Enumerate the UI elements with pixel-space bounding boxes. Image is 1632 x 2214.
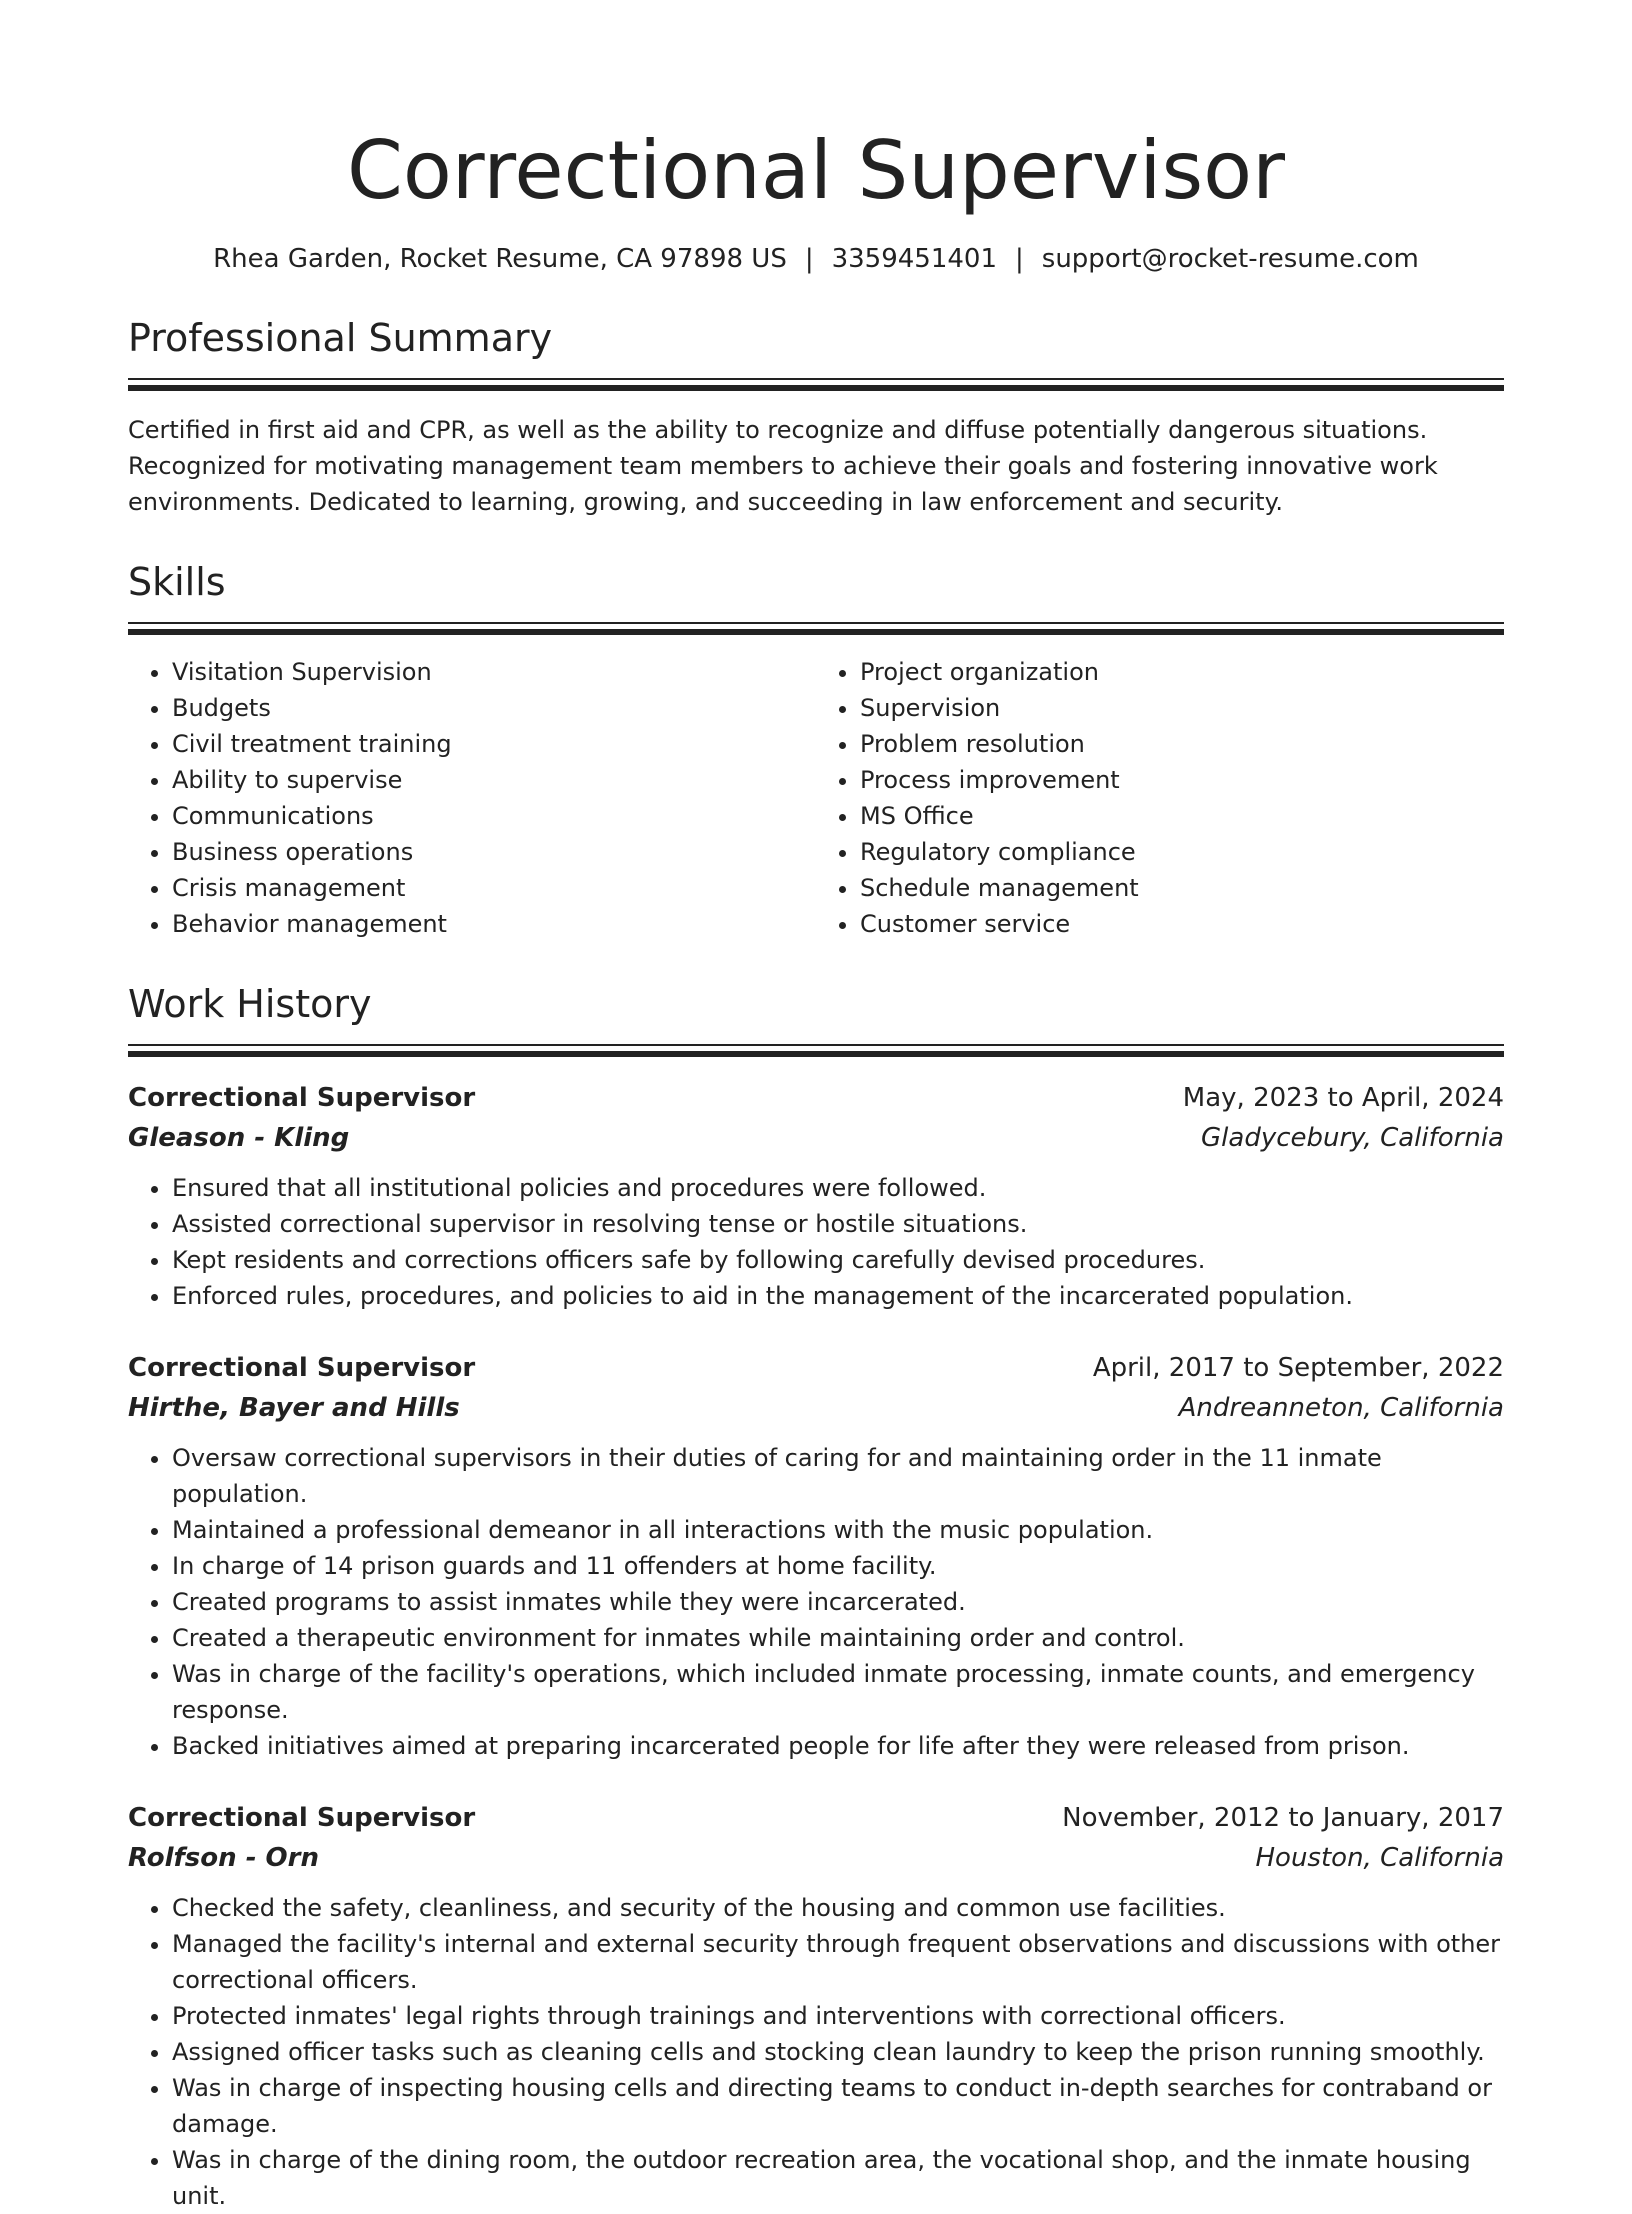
section-heading-skills: Skills (128, 560, 226, 604)
job-bullets (128, 1440, 1504, 1764)
job-bullet: • Created a therapeutic environment for inmates while maintaining order and control. (172, 1620, 1504, 1656)
skill-item: • Budgets (172, 690, 816, 726)
job-entry (128, 1078, 1504, 1314)
skill-item: • MS Office (860, 798, 1504, 834)
job-location: Andreanneton, California (1178, 1393, 1504, 1423)
skills-list-left (128, 654, 816, 942)
skills-list-right (816, 654, 1504, 942)
contact-phone: 3359451401 (831, 244, 998, 274)
contact-line (128, 242, 1504, 276)
job-location: Houston, California (1255, 1843, 1504, 1873)
section-divider (128, 1044, 1504, 1058)
skill-item: • Schedule management (860, 870, 1504, 906)
job-dates: April, 2017 to September, 2022 (1092, 1353, 1504, 1383)
job-bullet: • Was in charge of inspecting housing cells and directing teams to conduct in-depth searches for contraband or damage. (172, 2070, 1504, 2142)
skill-item: • Communications (172, 798, 816, 834)
job-bullet: • Backed initiatives aimed at preparing incarcerated people for life after they were released from prison. (172, 1728, 1504, 1764)
job-title: Correctional Supervisor (128, 1353, 476, 1383)
skill-item: • Crisis management (172, 870, 816, 906)
skill-item: • Supervision (860, 690, 1504, 726)
job-title: Correctional Supervisor (128, 1083, 476, 1113)
contact-separator: | (804, 244, 814, 274)
resume-title: Correctional Supervisor (346, 124, 1285, 217)
skill-item: • Process improvement (860, 762, 1504, 798)
job-company: Gleason - Kling (128, 1123, 350, 1153)
skills-columns (128, 654, 1504, 942)
section-heading-summary: Professional Summary (128, 316, 553, 360)
skill-item: • Problem resolution (860, 726, 1504, 762)
summary-text: Certified in first aid and CPR, as well as the ability to recognize and diffuse potentially dangerous situations. Recognized for motivating management team members to achieve their goals and fostering innovative work environments. Dedicated to learning, growing, and succeeding in law enforcement and security. (128, 416, 1438, 516)
skill-item: • Project organization (860, 654, 1504, 690)
job-bullet: • Kept residents and corrections officers safe by following carefully devised procedures. (172, 1242, 1504, 1278)
job-bullet: • Was in charge of the dining room, the outdoor recreation area, the vocational shop, and the inmate housing unit. (172, 2142, 1504, 2214)
job-company: Rolfson - Orn (128, 1843, 319, 1873)
summary-section (128, 314, 1504, 392)
skill-item: • Behavior management (172, 906, 816, 942)
job-title: Correctional Supervisor (128, 1803, 476, 1833)
job-dates: May, 2023 to April, 2024 (1182, 1083, 1504, 1113)
skill-item: • Visitation Supervision (172, 654, 816, 690)
job-bullet: • In charge of 14 prison guards and 11 offenders at home facility. (172, 1548, 1504, 1584)
job-bullet: • Protected inmates' legal rights through trainings and interventions with correctional officers. (172, 1998, 1504, 2034)
job-entry (128, 1798, 1504, 2214)
job-bullet: • Maintained a professional demeanor in all interactions with the music population. (172, 1512, 1504, 1548)
job-bullet: • Oversaw correctional supervisors in their duties of caring for and maintaining order in the 11 inmate population. (172, 1440, 1504, 1512)
job-bullet: • Assisted correctional supervisor in resolving tense or hostile situations. (172, 1206, 1504, 1242)
job-bullets (128, 1170, 1504, 1314)
skill-item: • Customer service (860, 906, 1504, 942)
skill-item: • Business operations (172, 834, 816, 870)
job-bullets (128, 1890, 1504, 2214)
job-bullet: • Enforced rules, procedures, and policies to aid in the management of the incarcerated population. (172, 1278, 1504, 1314)
contact-email: support@rocket-resume.com (1041, 244, 1419, 274)
skill-item: • Ability to supervise (172, 762, 816, 798)
job-company: Hirthe, Bayer and Hills (128, 1393, 460, 1423)
skill-item: • Regulatory compliance (860, 834, 1504, 870)
section-heading-work-history: Work History (128, 982, 372, 1026)
job-bullet: • Checked the safety, cleanliness, and security of the housing and common use facilities. (172, 1890, 1504, 1926)
job-location: Gladycebury, California (1201, 1123, 1504, 1153)
job-bullet: • Was in charge of the facility's operations, which included inmate processing, inmate counts, and emergency response. (172, 1656, 1504, 1728)
skills-section (128, 558, 1504, 636)
section-divider (128, 622, 1504, 636)
job-bullet: • Assigned officer tasks such as cleaning cells and stocking clean laundry to keep the prison running smoothly. (172, 2034, 1504, 2070)
job-dates: November, 2012 to January, 2017 (1062, 1803, 1504, 1833)
job-bullet: • Created programs to assist inmates while they were incarcerated. (172, 1584, 1504, 1620)
section-divider (128, 378, 1504, 392)
work-history-section (128, 980, 1504, 1058)
job-bullet: • Managed the facility's internal and external security through frequent observations and discussions with other correctional officers. (172, 1926, 1504, 1998)
contact-separator: | (1015, 244, 1024, 274)
contact-address: Rhea Garden, Rocket Resume, CA 97898 US (213, 244, 787, 274)
job-bullet: • Ensured that all institutional policies and procedures were followed. (172, 1170, 1504, 1206)
job-entry (128, 1348, 1504, 1764)
skill-item: • Civil treatment training (172, 726, 816, 762)
